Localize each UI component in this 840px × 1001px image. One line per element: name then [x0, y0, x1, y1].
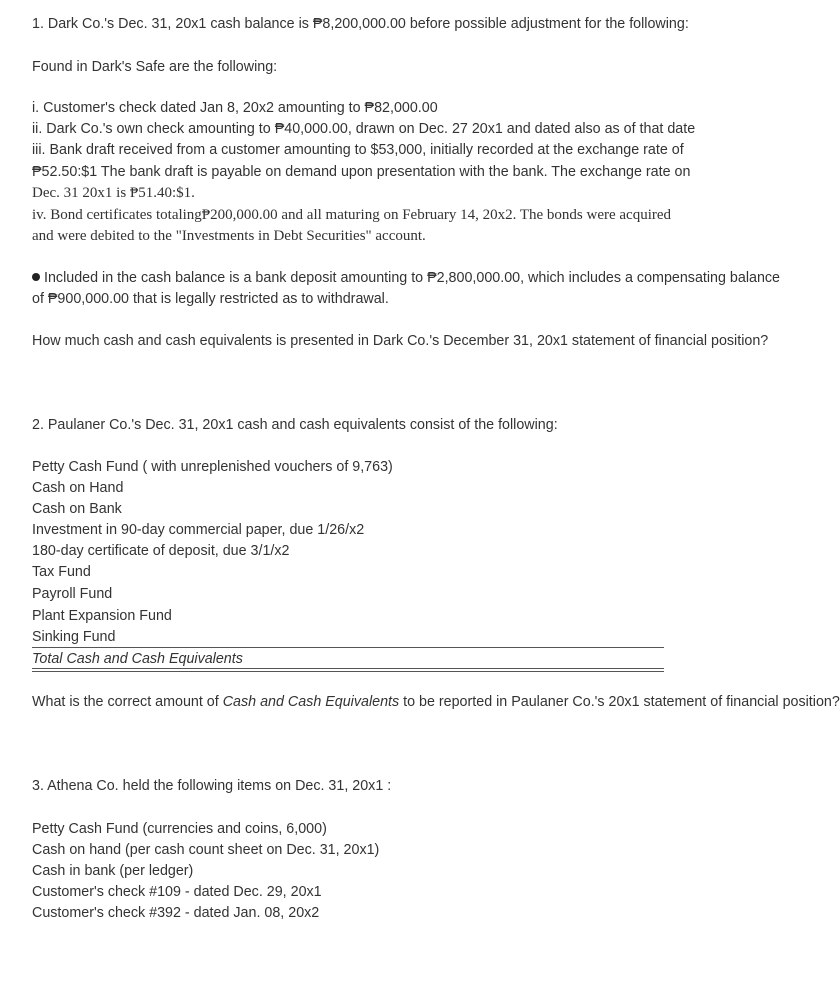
q2-item: Cash on Hand: [32, 480, 124, 496]
bullet-icon: [32, 273, 40, 281]
q2-total: Total Cash and Cash Equivalents: [32, 651, 243, 667]
q1-item-iii-text: The bank draft is payable on demand upon presentation with the bank. The exchange rate on: [97, 164, 691, 180]
q1-bullet-line1: [32, 268, 780, 288]
q1-item-iii-line3: Dec. 31 20x1 is ₱51.40:$1.: [32, 185, 195, 201]
q1-bullet-text: Included in the cash balance is a bank deposit amounting to ₱2,800,000.00, which includes a compensating balance: [44, 270, 780, 286]
q3-item: Customer's check #392 - dated Jan. 08, 20x2: [32, 905, 320, 921]
q1-found: Found in Dark's Safe are the following:: [32, 59, 278, 75]
q1-item-iii-line1: iii. Bank draft received from a customer amounting to $53,000, initially recorded at the exchange rate of: [32, 142, 684, 158]
q2-item: Cash on Bank: [32, 501, 122, 517]
q1-rate: ₱52.50:$1: [32, 164, 98, 180]
q1-intro: 1. Dark Co.'s Dec. 31, 20x1 cash balance is ₱8,200,000.00 before possible adjustment for the following:: [32, 16, 689, 32]
q2-question-text-end: to be reported in Paulaner Co.'s 20x1 statement of financial position?: [399, 694, 840, 710]
q2-item: Sinking Fund: [32, 629, 116, 645]
q2-item: Petty Cash Fund ( with unreplenished vouchers of 9,763): [32, 459, 393, 475]
total-double-rule-top: [32, 668, 664, 669]
q1-item-iv-line2: and were debited to the "Investments in Debt Securities" account.: [32, 228, 426, 244]
q1-item-iii-line2: [32, 162, 691, 182]
q3-intro: 3. Athena Co. held the following items on Dec. 31, 20x1 :: [32, 778, 392, 794]
q2-question-text: What is the correct amount of: [32, 694, 223, 710]
q1-item-iv-line1: iv. Bond certificates totaling₱200,000.00 and all maturing on February 14, 20x2. The bonds were acquired: [32, 207, 672, 223]
q2-intro: 2. Paulaner Co.'s Dec. 31, 20x1 cash and cash equivalents consist of the following:: [32, 417, 558, 433]
q1-bullet-line2: of ₱900,000.00 that is legally restricted as to withdrawal.: [32, 291, 389, 307]
q3-item: Cash on hand (per cash count sheet on Dec. 31, 20x1): [32, 842, 380, 858]
subtotal-rule: [32, 647, 664, 648]
q2-item: 180-day certificate of deposit, due 3/1/x2: [32, 543, 290, 559]
q2-item: Investment in 90-day commercial paper, due 1/26/x2: [32, 522, 365, 538]
q2-item: Payroll Fund: [32, 586, 113, 602]
q2-question-term: Cash and Cash Equivalents: [222, 694, 400, 710]
q1-item-ii: ii. Dark Co.'s own check amounting to ₱40,000.00, drawn on Dec. 27 20x1 and dated also as of that date: [32, 121, 696, 137]
q3-item: Petty Cash Fund (currencies and coins, 6,000): [32, 821, 327, 837]
q2-item: Plant Expansion Fund: [32, 608, 172, 624]
q1-question: How much cash and cash equivalents is presented in Dark Co.'s December 31, 20x1 statement of financial position?: [32, 333, 769, 349]
total-double-rule-bottom: [32, 671, 664, 672]
q3-item: Cash in bank (per ledger): [32, 863, 194, 879]
q1-item-i: i. Customer's check dated Jan 8, 20x2 amounting to ₱82,000.00: [32, 100, 438, 116]
q2-question: [32, 692, 840, 712]
q2-item: Tax Fund: [32, 564, 91, 580]
q3-item: Customer's check #109 - dated Dec. 29, 20x1: [32, 884, 322, 900]
